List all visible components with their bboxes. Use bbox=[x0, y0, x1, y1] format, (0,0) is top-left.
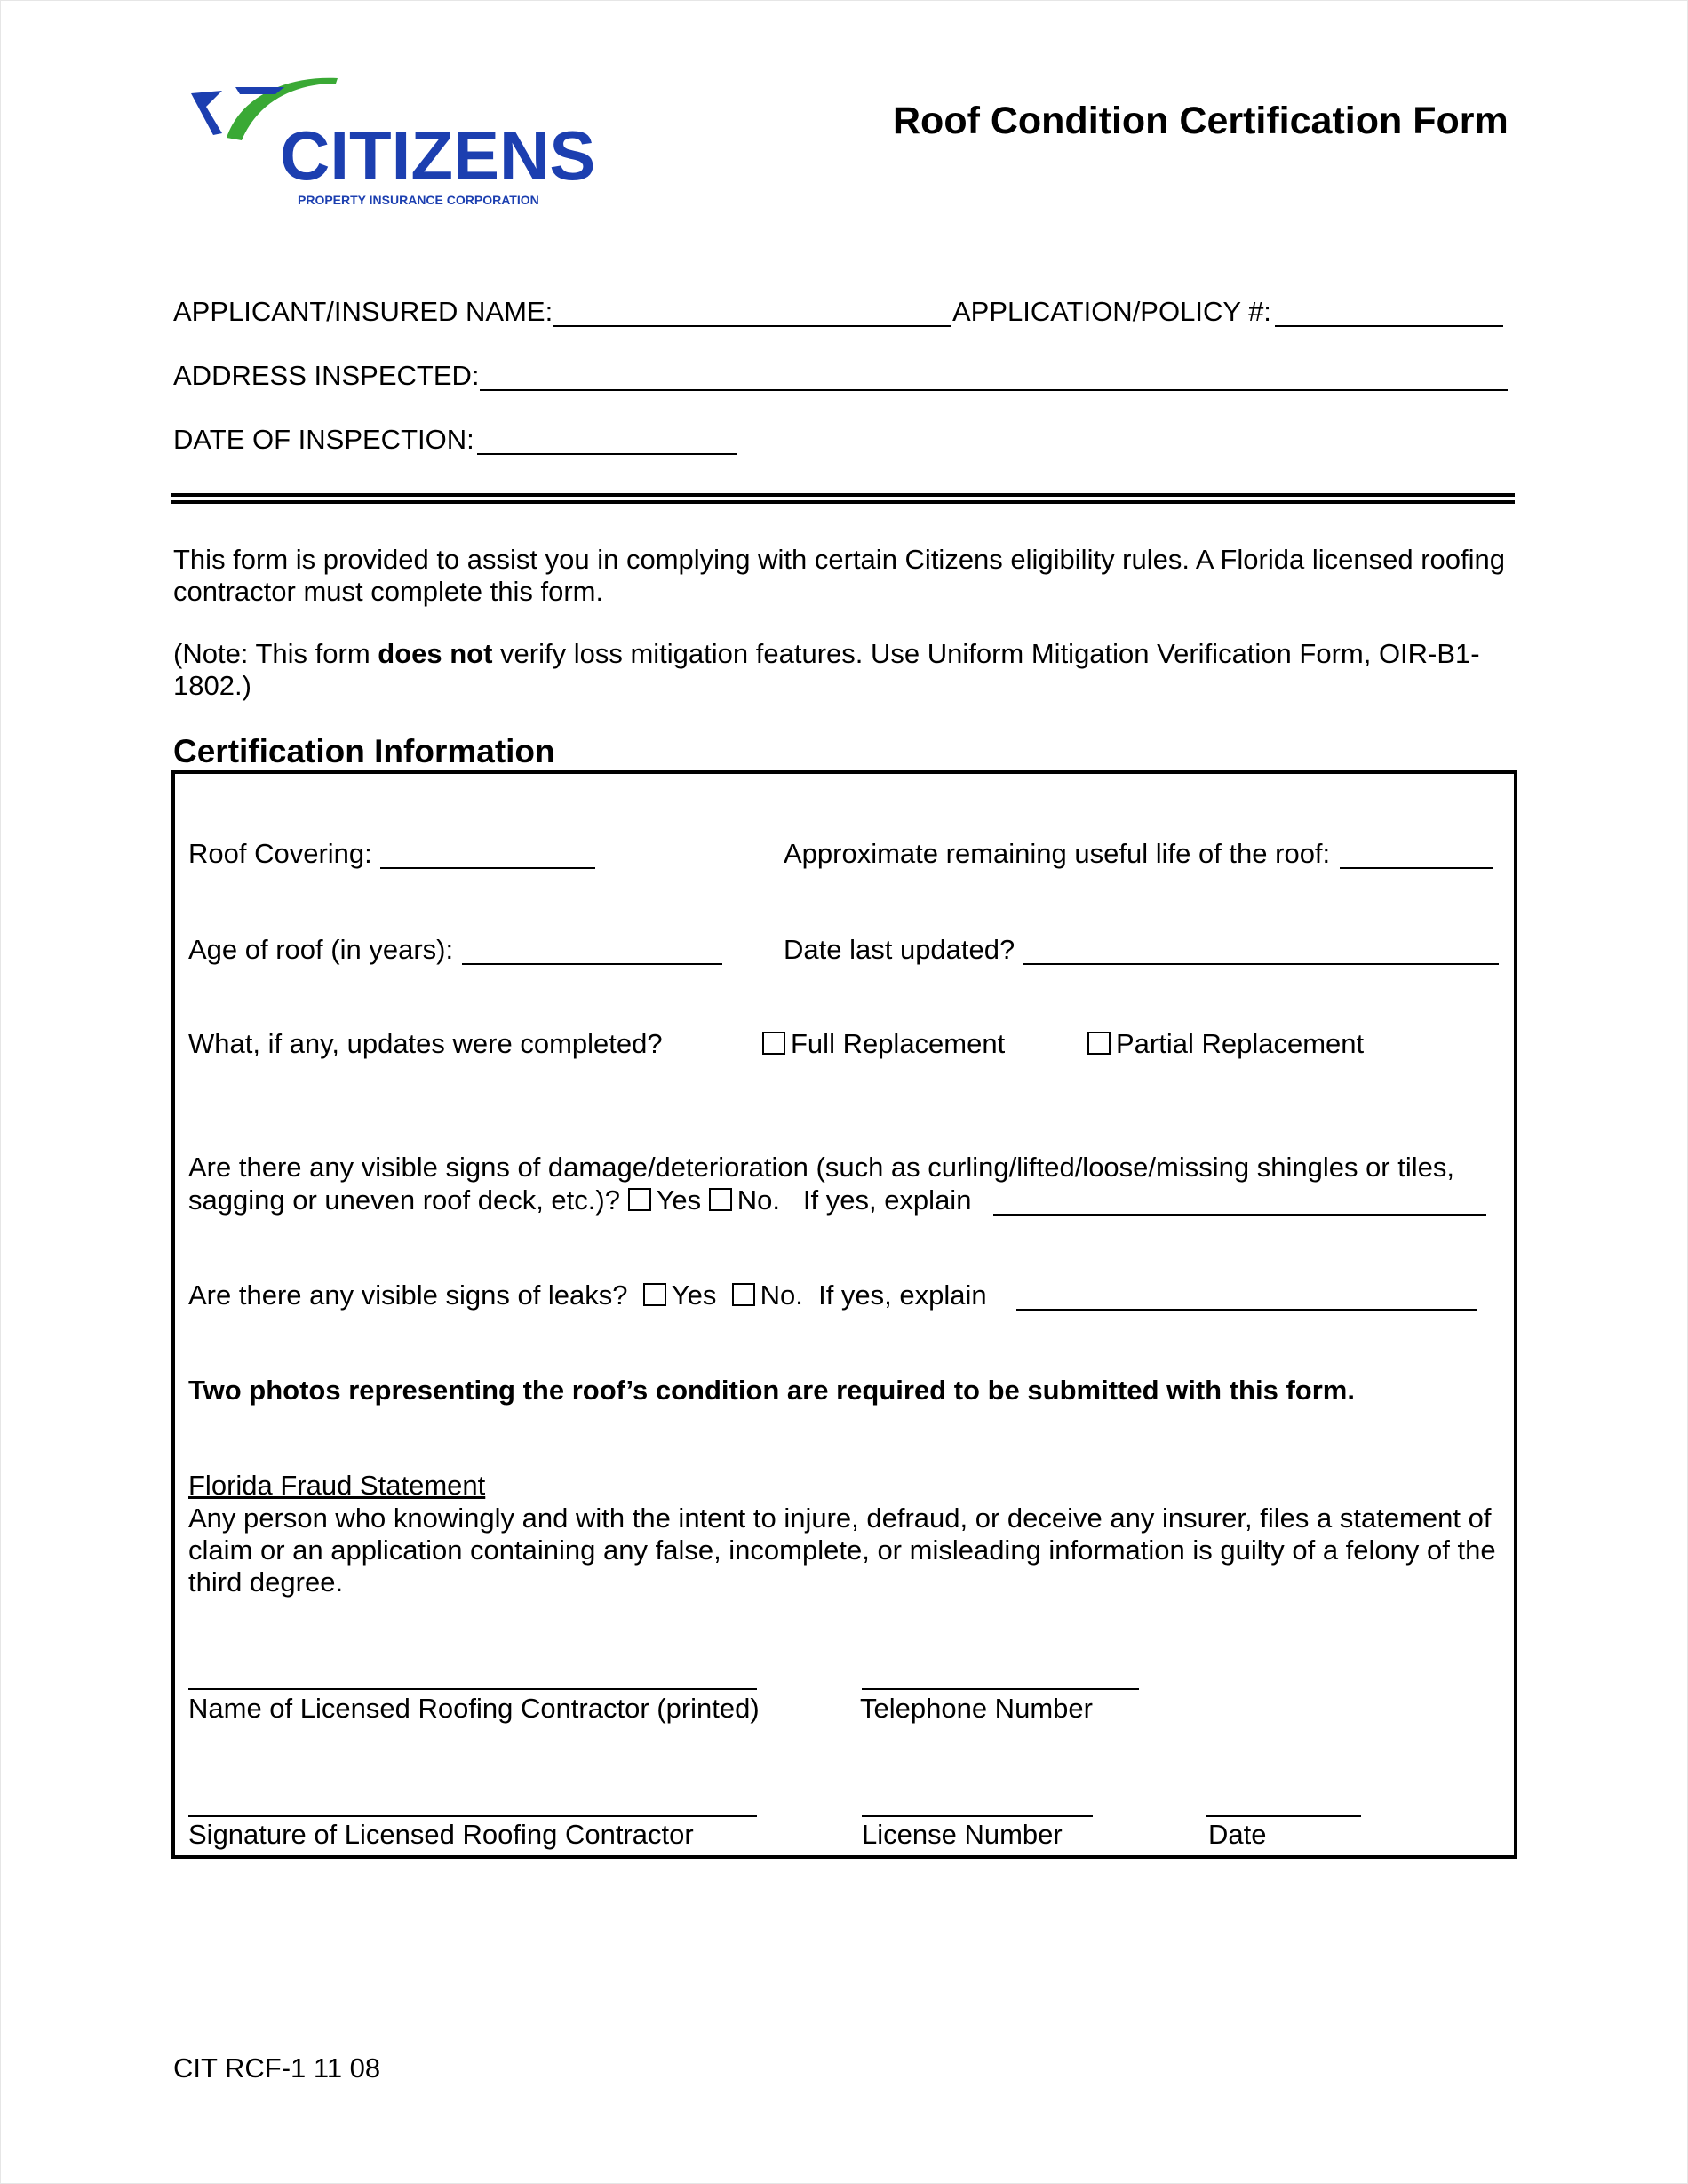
partial-replacement-option[interactable]: Partial Replacement bbox=[1087, 1028, 1364, 1060]
remaining-life-label: Approximate remaining useful life of the roof: bbox=[784, 838, 1331, 869]
leaks-question: Are there any visible signs of leaks? Yes No. If yes, explain bbox=[188, 1279, 987, 1311]
logo-subtitle: PROPERTY INSURANCE CORPORATION bbox=[298, 193, 539, 207]
updates-question: What, if any, updates were completed? bbox=[188, 1028, 663, 1059]
leaks-explain-line[interactable] bbox=[1016, 1309, 1477, 1311]
remaining-life-line[interactable] bbox=[1340, 867, 1493, 869]
intro-paragraph: This form is provided to assist you in complying with certain Citizens eligibility rules. A Florida licensed roofing contractor must complete this form. bbox=[173, 544, 1505, 607]
form-code: CIT RCF-1 11 08 bbox=[173, 2052, 381, 2084]
leaks-no-checkbox[interactable] bbox=[732, 1283, 755, 1306]
date-label: DATE OF INSPECTION: bbox=[173, 424, 474, 455]
address-label: ADDRESS INSPECTED: bbox=[173, 360, 480, 391]
logo-wordmark: CITIZENS bbox=[280, 116, 596, 195]
date-updated-line[interactable] bbox=[1023, 963, 1499, 965]
date-updated-label: Date last updated? bbox=[784, 934, 1015, 965]
name-line[interactable] bbox=[188, 1688, 757, 1690]
divider-top bbox=[171, 493, 1515, 497]
damage-no-checkbox[interactable] bbox=[709, 1188, 732, 1211]
phone-label: Telephone Number bbox=[860, 1693, 1093, 1724]
applicant-line[interactable] bbox=[553, 325, 951, 327]
signature-line[interactable] bbox=[188, 1815, 757, 1817]
damage-question-line1: Are there any visible signs of damage/deterioration (such as curling/lifted/loose/missing shingles or tiles, bbox=[188, 1152, 1454, 1183]
name-label: Name of Licensed Roofing Contractor (printed) bbox=[188, 1693, 760, 1724]
roof-covering-label: Roof Covering: bbox=[188, 838, 372, 869]
date-sign-line[interactable] bbox=[1206, 1815, 1361, 1817]
damage-question-line2: sagging or uneven roof deck, etc.)? Yes No. If yes, explain bbox=[188, 1184, 972, 1216]
checkbox[interactable] bbox=[1087, 1032, 1111, 1055]
phone-line[interactable] bbox=[862, 1688, 1139, 1690]
leaks-yes-checkbox[interactable] bbox=[643, 1283, 666, 1306]
roof-covering-line[interactable] bbox=[380, 867, 595, 869]
date-sign-label: Date bbox=[1208, 1819, 1267, 1850]
fraud-statement: Any person who knowingly and with the intent to injure, defraud, or deceive any insurer, files a statement of claim or an application containing any false, incomplete, or misleading information is guilty of a felony of the third degree. bbox=[188, 1502, 1496, 1598]
full-replacement-option[interactable]: Full Replacement bbox=[762, 1028, 1005, 1060]
date-line[interactable] bbox=[477, 453, 737, 455]
age-label: Age of roof (in years): bbox=[188, 934, 454, 965]
address-line[interactable] bbox=[480, 389, 1508, 391]
applicant-label: APPLICANT/INSURED NAME: bbox=[173, 296, 553, 327]
note-paragraph: (Note: This form does not verify loss mitigation features. Use Uniform Mitigation Verification Form, OIR-B1-1802.) bbox=[173, 638, 1480, 701]
policy-label: APPLICATION/POLICY #: bbox=[952, 296, 1271, 327]
license-label: License Number bbox=[862, 1819, 1063, 1850]
license-line[interactable] bbox=[862, 1815, 1093, 1817]
divider-bottom bbox=[171, 500, 1515, 504]
damage-explain-line[interactable] bbox=[993, 1214, 1486, 1216]
checkbox[interactable] bbox=[762, 1032, 785, 1055]
citizens-logo bbox=[187, 71, 596, 213]
photos-requirement: Two photos representing the roof’s condition are required to be submitted with this form. bbox=[188, 1375, 1355, 1406]
fraud-title: Florida Fraud Statement bbox=[188, 1470, 486, 1501]
damage-yes-checkbox[interactable] bbox=[628, 1188, 651, 1211]
policy-line[interactable] bbox=[1275, 325, 1503, 327]
signature-label: Signature of Licensed Roofing Contractor bbox=[188, 1819, 694, 1850]
section-title: Certification Information bbox=[173, 733, 555, 769]
age-line[interactable] bbox=[462, 963, 722, 965]
form-title: Roof Condition Certification Form bbox=[893, 100, 1509, 142]
